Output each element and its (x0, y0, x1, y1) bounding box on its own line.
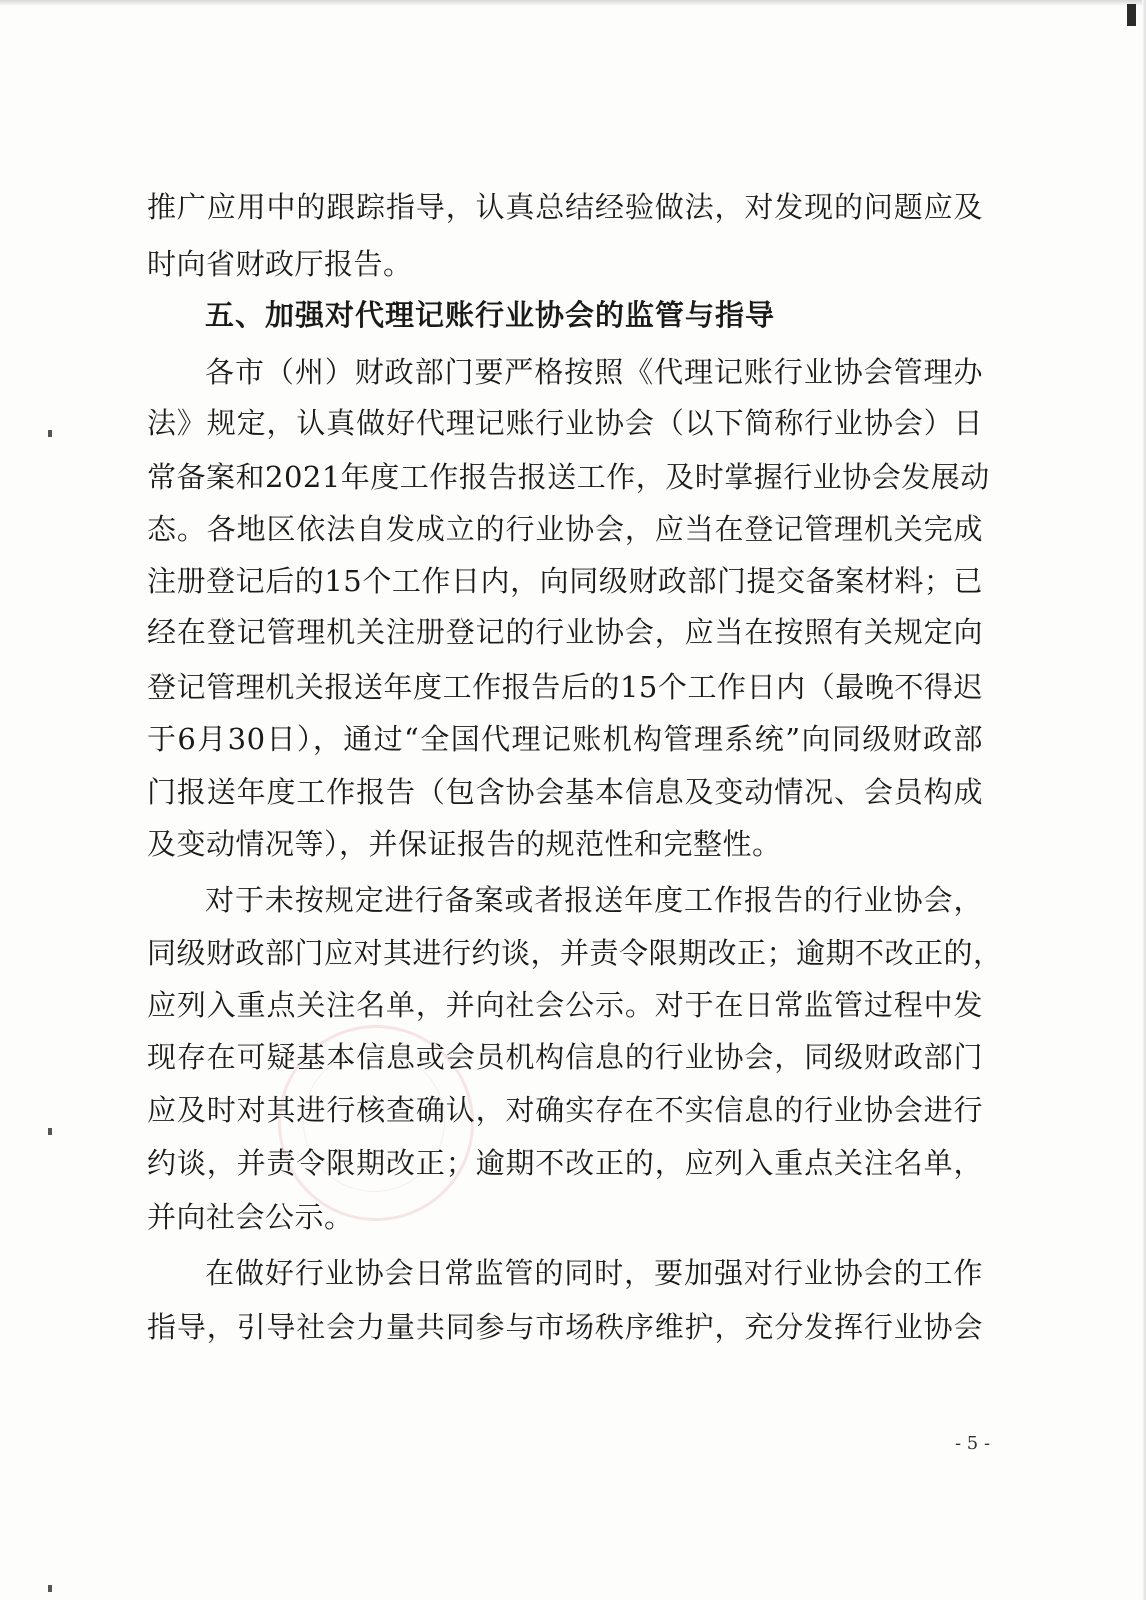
scan-top-edge (0, 0, 1146, 6)
paragraph-line: 态。各地区依法自发成立的行业协会，应当在登记管理机关完成 (147, 512, 983, 546)
paragraph-line: 并向社会公示。 (147, 1200, 354, 1234)
paragraph-line: 门报送年度工作报告（包含协会基本信息及变动情况、会员构成 (147, 775, 983, 809)
paragraph-line: 现存在可疑基本信息或会员机构信息的行业协会，同级财政部门 (147, 1040, 983, 1074)
paragraph-line: 约谈，并责令限期改正；逾期不改正的，应列入重点关注名单， (147, 1146, 983, 1180)
binding-hole-mark (48, 1585, 52, 1592)
paragraph-line: 时向省财政厅报告。 (147, 247, 413, 281)
paragraph-line: 应列入重点关注名单，并向社会公示。对于在日常监管过程中发 (147, 988, 983, 1022)
paragraph-line: 于6月30日），通过“全国代理记账机构管理系统”向同级财政部 (147, 722, 983, 756)
binding-hole-mark (48, 430, 52, 437)
paragraph-line: 同级财政部门应对其进行约谈，并责令限期改正；逾期不改正的， (147, 936, 1003, 970)
paragraph-line: 应及时对其进行核查确认，对确实存在不实信息的行业协会进行 (147, 1093, 983, 1127)
paragraph-line: 对于未按规定进行备案或者报送年度工作报告的行业协会， (205, 883, 983, 917)
paragraph-line: 及变动情况等），并保证报告的规范性和完整性。 (147, 827, 782, 861)
page-number: - 5 - (955, 1433, 991, 1454)
paragraph-line: 推广应用中的跟踪指导，认真总结经验做法，对发现的问题应及 (147, 190, 983, 224)
section-heading: 五、加强对代理记账行业协会的监管与指导 (205, 298, 776, 332)
paragraph-line: 注册登记后的15个工作日内，向同级财政部门提交备案材料；已 (147, 564, 983, 598)
paragraph-line: 经在登记管理机关注册登记的行业协会，应当在按照有关规定向 (147, 615, 983, 649)
paragraph-line: 各市（州）财政部门要严格按照《代理记账行业协会管理办 (205, 355, 983, 389)
paragraph-line: 登记管理机关报送年度工作报告后的15个工作日内（最晚不得迟 (147, 670, 983, 704)
paragraph-line: 法》规定，认真做好代理记账行业协会（以下简称行业协会）日 (147, 406, 983, 440)
paragraph-line: 指导，引导社会力量共同参与市场秩序维护，充分发挥行业协会 (147, 1310, 983, 1344)
scan-right-edge (1142, 0, 1146, 1600)
binding-hole-mark (48, 1128, 52, 1135)
scan-corner-mark (1127, 4, 1136, 26)
paragraph-line: 在做好行业协会日常监管的同时，要加强对行业协会的工作 (205, 1256, 983, 1290)
paragraph-line: 常备案和2021年度工作报告报送工作，及时掌握行业协会发展动 (147, 460, 990, 494)
